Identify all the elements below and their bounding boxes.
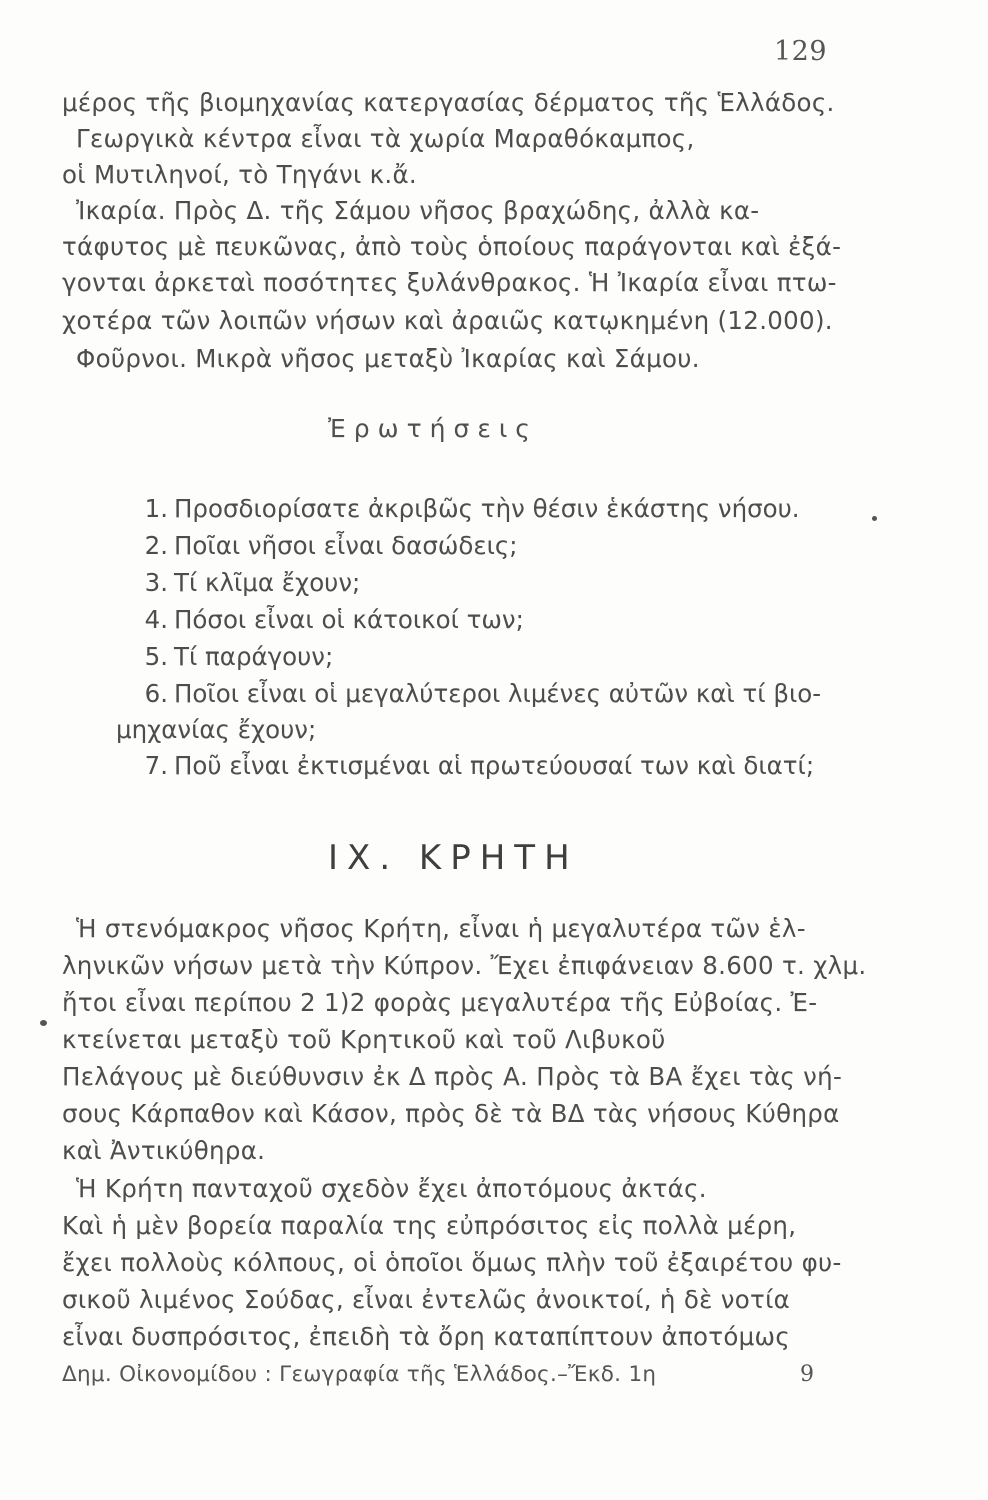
question-text: Ποῦ εἶναι ἐκτισμέναι αἱ πρωτεύουσαί των καὶ διατί; (174, 751, 815, 780)
text-line: ἔχει πολλοὺς κόλπους, οἱ ὁποῖοι ὅμως πλὴν τοῦ ἐξαιρέτου φυ- (62, 1248, 842, 1277)
text-line: οἱ Μυτιληνοί, τὸ Τηγάνι κ.ἄ. (62, 160, 417, 189)
text-line: Ἰκαρία. Πρὸς Δ. τῆς Σάμου νῆσος βραχώδης, ἀλλὰ κα- (76, 196, 760, 225)
question-item (130, 605, 850, 642)
chapter-title: IX. ΚΡΗΤΗ (328, 838, 579, 878)
text-line: ἤτοι εἶναι περίπου 2 1)2 φορὰς μεγαλυτέρα τῆς Εὐβοίας. Ἐ- (62, 988, 818, 1017)
text-line: Καὶ ἡ μὲν βορεία παραλία της εὐπρόσιτος εἰς πολλὰ μέρη, (62, 1211, 797, 1240)
question-text: Ποῖαι νῆσοι εἶναι δασώδεις; (174, 531, 518, 560)
question-text: Τί κλῖμα ἔχουν; (174, 568, 361, 597)
text-line: Φοῦρνοι. Μικρὰ νῆσος μεταξὺ Ἰκαρίας καὶ Σάμου. (76, 344, 700, 373)
question-item (130, 751, 850, 788)
question-number: 3. (144, 568, 168, 597)
text-line: Ἡ Κρήτη πανταχοῦ σχεδὸν ἔχει ἀποτόμους ἀκτάς. (76, 1174, 707, 1203)
question-number: 2. (144, 531, 168, 560)
text-line: γονται ἀρκεταὶ ποσότητες ξυλάνθρακος. Ἡ Ἰκαρία εἶναι πτω- (62, 268, 837, 297)
question-item (130, 642, 850, 679)
text-line: σικοῦ λιμένος Σούδας, εἶναι ἐντελῶς ἀνοικτοί, ἡ δὲ νοτία (62, 1285, 791, 1314)
questions-list (116, 494, 850, 788)
text-line: Γεωργικὰ κέντρα εἶναι τὰ χωρία Μαραθόκαμπος, (76, 124, 695, 153)
text-line: καὶ Ἀντικύθηρα. (62, 1136, 266, 1165)
text-line: σους Κάρπαθον καὶ Κάσον, πρὸς δὲ τὰ ΒΔ τὰς νήσους Κύθηρα (62, 1099, 840, 1128)
question-item (130, 494, 850, 531)
question-number: 7. (144, 751, 168, 780)
text-line: κτείνεται μεταξὺ τοῦ Κρητικοῦ καὶ τοῦ Λιβυκοῦ (62, 1025, 666, 1054)
question-text: Ποῖοι εἶναι οἱ μεγαλύτεροι λιμένες αὐτῶν καὶ τί βιο- (174, 679, 822, 708)
question-text: Πόσοι εἶναι οἱ κάτοικοί των; (174, 605, 524, 634)
text-line: τάφυτος μὲ πευκῶνας, ἀπὸ τοὺς ὁποίους παράγονται καὶ ἐξά- (62, 232, 842, 261)
ink-speck (40, 1020, 47, 1026)
question-text: Προσδιορίσατε ἀκριβῶς τὴν θέσιν ἑκάστης νήσου. (174, 494, 800, 523)
text-line: χοτέρα τῶν λοιπῶν νήσων καὶ ἀραιῶς κατῳκημένη (12.000). (62, 306, 833, 335)
question-number: 6. (144, 679, 168, 708)
questions-heading: Ἐρωτήσεις (328, 414, 538, 443)
text-line: Πελάγους μὲ διεύθυνσιν ἐκ Δ πρὸς Α. Πρὸς τὰ ΒΑ ἔχει τὰς νή- (62, 1062, 843, 1091)
footer-citation: Δημ. Οἰκονομίδου : Γεωγραφία τῆς Ἑλλάδος.–Ἔκδ. 1η (62, 1362, 657, 1387)
footer-signature-mark: 9 (800, 1362, 814, 1387)
text-line: ληνικῶν νήσων μετὰ τὴν Κύπρον. Ἔχει ἐπιφάνειαν 8.600 τ. χλμ. (62, 951, 867, 980)
text-line: εἶναι δυσπρόσιτος, ἐπειδὴ τὰ ὄρη καταπίπτουν ἀποτόμως (62, 1322, 791, 1351)
ink-speck (872, 516, 877, 521)
text-line: μέρος τῆς βιομηχανίας κατεργασίας δέρματος τῆς Ἑλλάδος. (62, 88, 835, 117)
question-item (116, 679, 850, 751)
question-item (130, 531, 850, 568)
text-line: Ἡ στενόμακρος νῆσος Κρήτη, εἶναι ἡ μεγαλυτέρα τῶν ἑλ- (76, 914, 806, 943)
page-number: 129 (774, 36, 828, 67)
question-number: 4. (144, 605, 168, 634)
question-text: Τί παράγουν; (174, 642, 334, 671)
question-number: 1. (144, 494, 168, 523)
question-number: 5. (144, 642, 168, 671)
question-text-continuation: μηχανίας ἔχουν; (116, 715, 317, 744)
question-item (130, 568, 850, 605)
